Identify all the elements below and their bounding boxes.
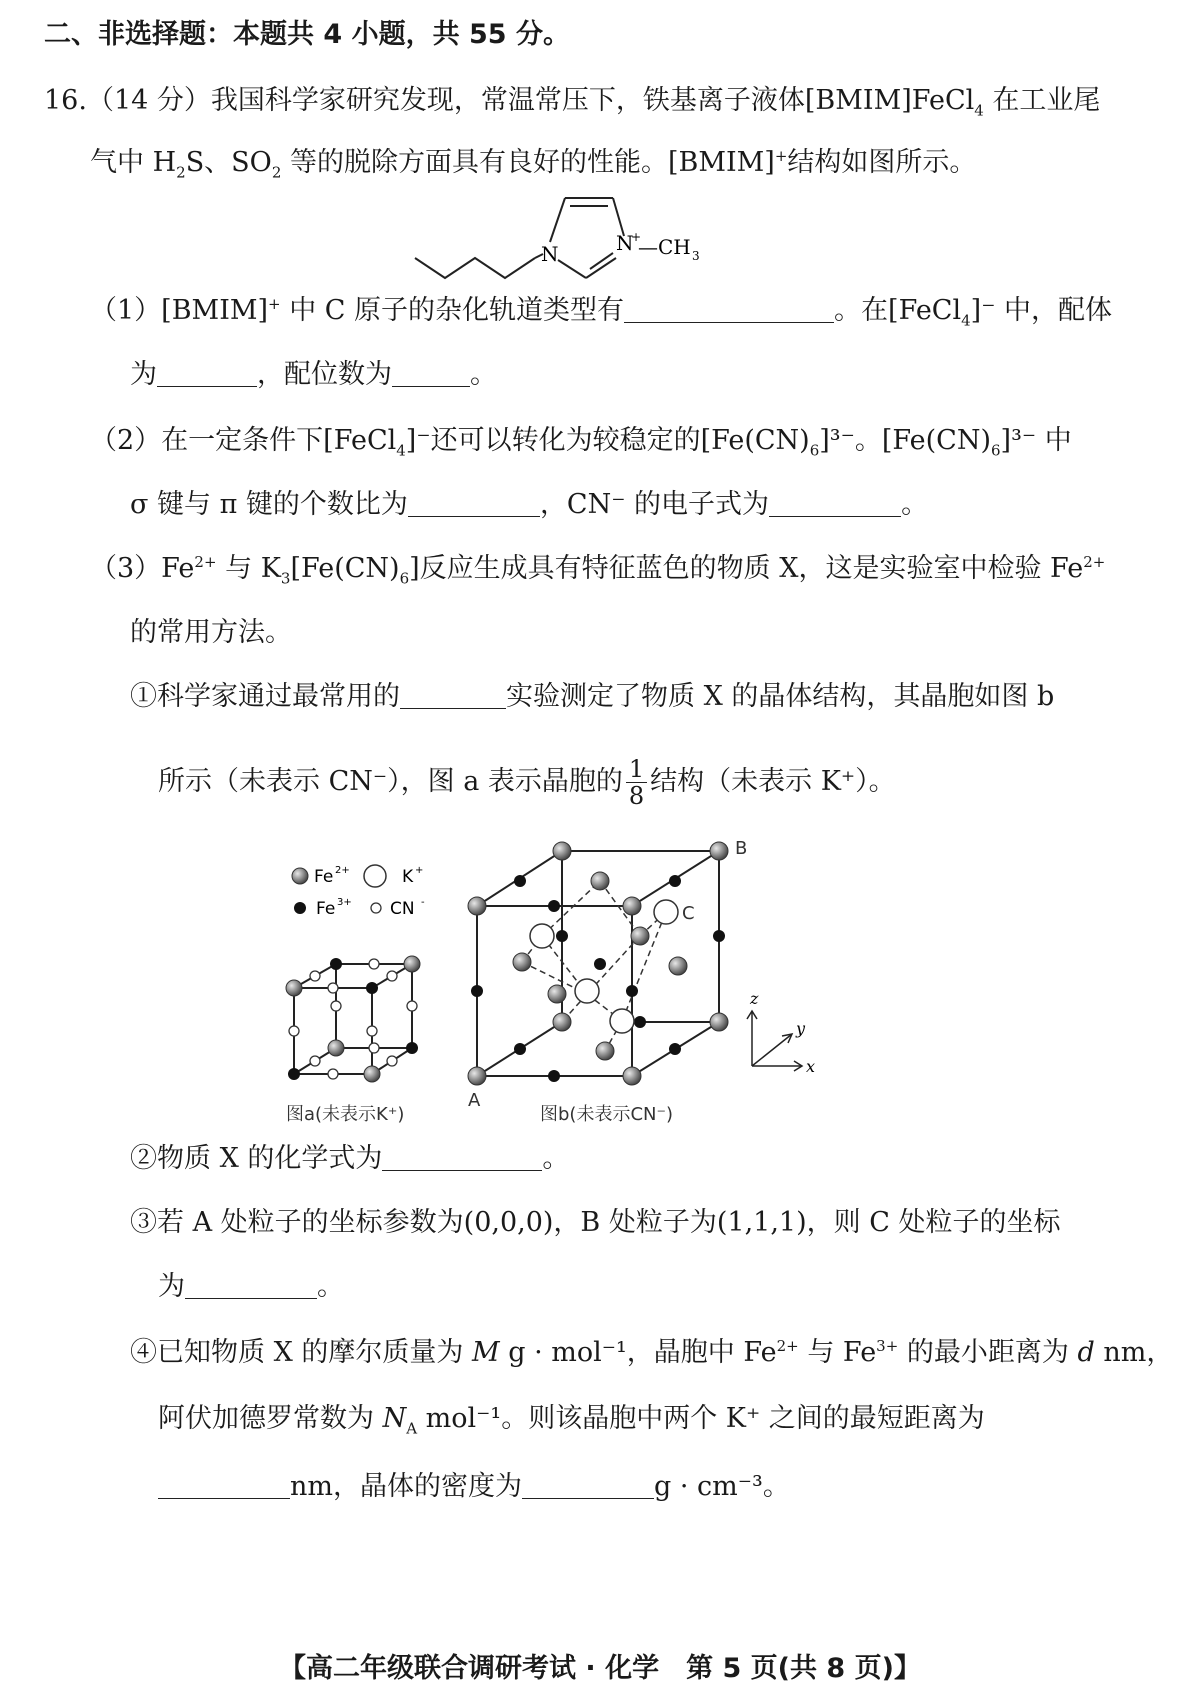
answer-blank-density[interactable]	[522, 1474, 654, 1499]
structure-ch3: —CH	[638, 235, 691, 259]
svg-text:+: +	[415, 865, 424, 876]
q16-sub3-line1: ③若 A 处粒子的坐标参数为(0,0,0)，B 处粒子为(1,1,1)，则 C 处粒子的坐标	[130, 1207, 1061, 1238]
q16-part3-line2: 的常用方法。	[130, 617, 292, 648]
butyl-chain	[415, 258, 535, 278]
answer-blank-electron-formula[interactable]	[769, 492, 901, 517]
label-c: C	[682, 903, 695, 924]
svg-text:Fe: Fe	[314, 867, 334, 887]
svg-text:3: 3	[692, 249, 700, 263]
axis-y-label: y	[796, 1019, 806, 1038]
q16-part2-line2: σ 键与 π 键的个数比为 ，CN⁻ 的电子式为 。	[130, 489, 929, 520]
q16-part2-line1: （2）在一定条件下[FeCl$_4$]⁻还可以转化为较稳定的$[Fe(CN)_6]^{3-}$。$[Fe(CN)_6]^{3-}$ 中	[90, 425, 1072, 460]
q16-part1-line1: （1）[BMIM]+ 中 C 原子的杂化轨道类型有 。在[FeCl$_4$]⁻ 中，配体	[90, 295, 1113, 330]
caption-figure-a: 图a(未表示K⁺)	[286, 1104, 405, 1125]
crystal-structure-figure	[282, 836, 822, 1126]
axis-x-label: x	[806, 1057, 816, 1076]
q16-sub4-line2: 阿伏加德罗常数为 $N_A$ mol⁻¹。则该晶胞中两个 K⁺ 之间的最短距离为	[158, 1403, 985, 1438]
label-a: A	[468, 1090, 481, 1111]
svg-text:2+: 2+	[335, 865, 350, 876]
q16-sub2: ②物质 X 的化学式为 。	[130, 1143, 570, 1174]
q16-intro-line2: 气中 $H_2S$、$SO_2$ 等的脱除方面具有良好的性能。[BMIM]+结构如图所示。	[90, 147, 977, 182]
answer-blank-experiment[interactable]	[400, 684, 506, 709]
q16-intro-line1: 16.（14 分）我国科学家研究发现，常温常压下，铁基离子液体[BMIM]FeCl$_4$ 在工业尾	[44, 85, 1101, 120]
axis-z-label: z	[750, 989, 759, 1008]
answer-blank-ligand[interactable]	[157, 362, 257, 387]
svg-text:K: K	[402, 867, 414, 887]
q16-sub1-line1: ①科学家通过最常用的 实验测定了物质 X 的晶体结构，其晶胞如图 b	[130, 681, 1055, 712]
caption-figure-b: 图b(未表示CN⁻)	[540, 1104, 674, 1125]
svg-text:Fe: Fe	[316, 899, 336, 919]
q16-part1-line2: 为 ，配位数为 。	[130, 359, 497, 390]
svg-text:+: +	[631, 230, 642, 244]
q16-sub3-line2: 为 。	[158, 1271, 344, 1302]
q16-sub1-line2: 所示（未表示 CN⁻），图 a 表示晶胞的 $\frac{1}{8}$ 结构（未表示 K⁺）。	[158, 755, 896, 810]
structure-n1: N	[541, 242, 559, 266]
answer-blank-coordination-number[interactable]	[392, 362, 470, 387]
svg-text:-: -	[421, 897, 425, 908]
label-b: B	[735, 838, 748, 859]
svg-text:CN: CN	[390, 899, 415, 919]
answer-blank-bond-ratio[interactable]	[408, 492, 540, 517]
answer-blank-formula[interactable]	[382, 1146, 542, 1171]
bmim-structure-diagram	[400, 180, 720, 295]
answer-blank-k-distance[interactable]	[158, 1474, 290, 1499]
fraction-one-eighth: $\frac{1}{8}$	[626, 756, 647, 809]
answer-blank-coordinates[interactable]	[185, 1274, 317, 1299]
answer-blank-hybridization[interactable]	[624, 298, 834, 323]
q16-sub4-line1: ④已知物质 X 的摩尔质量为 M g · mol⁻¹，晶胞中 $Fe^{2+}$ 与 $Fe^{3+}$ 的最小距离为 d nm，	[130, 1337, 1174, 1368]
section-heading: 二、非选择题：本题共 4 小题，共 55 分。	[44, 19, 570, 50]
page-footer: 【高二年级联合调研考试 · 化学 第 5 页(共 8 页)】	[279, 1653, 921, 1684]
q16-sub4-line3: nm，晶体的密度为 g · cm⁻³。	[158, 1470, 790, 1504]
structure-n2: N	[616, 231, 634, 255]
q16-part3-line1: $(3)Fe^{2+}$ 与 $K_3[Fe(CN)_6]$反应生成具有特征蓝色的物质 X，这是实验室中检验 $Fe^{2+}$	[90, 553, 1106, 588]
svg-text:3+: 3+	[337, 897, 352, 908]
